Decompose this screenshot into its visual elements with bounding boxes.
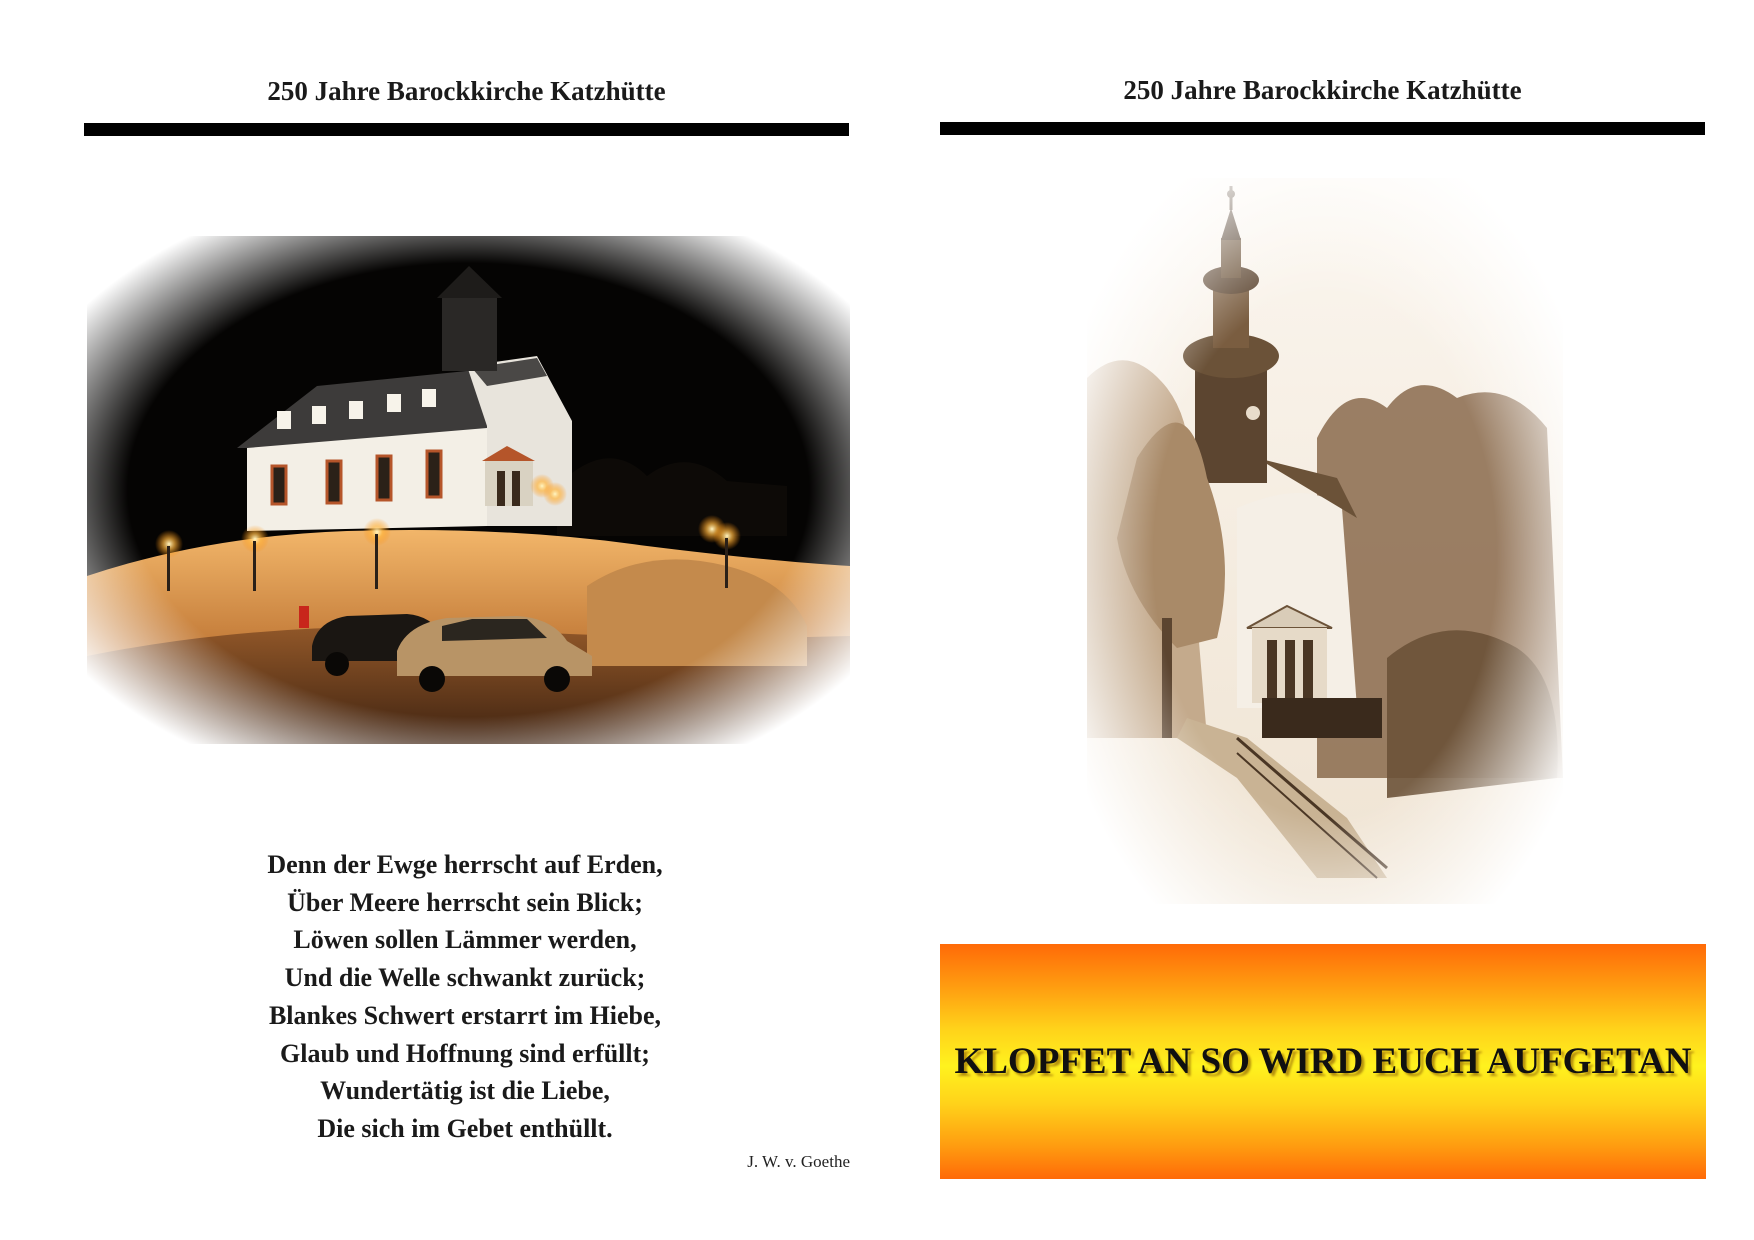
poem-line: Löwen sollen Lämmer werden, — [293, 925, 637, 955]
poem-line: Die sich im Gebet enthüllt. — [317, 1113, 613, 1143]
poem-attribution: J. W. v. Goethe — [747, 1152, 850, 1171]
page-header-title: 250 Jahre Barockkirche Katzhütte — [267, 76, 666, 106]
church-night-photo — [87, 236, 850, 744]
page-header-title: 250 Jahre Barockkirche Katzhütte — [1123, 75, 1522, 105]
poem-line: Glaub und Hoffnung sind erfüllt; — [280, 1038, 650, 1068]
poem-line: Denn der Ewge herrscht auf Erden, — [267, 850, 663, 879]
right-page — [877, 0, 1754, 1240]
poem-line: Über Meere herrscht sein Blick; — [287, 887, 643, 917]
poem-line: Blankes Schwert erstarrt im Hiebe, — [268, 1000, 662, 1030]
scripture-banner — [940, 944, 1706, 1179]
church-sepia-photo — [1087, 178, 1563, 904]
poem-line: Und die Welle schwankt zurück; — [284, 963, 646, 993]
header-rule — [940, 122, 1705, 135]
header-rule — [84, 123, 849, 136]
poem-line: Wundertätig ist die Liebe, — [320, 1076, 610, 1106]
poem — [150, 846, 780, 1148]
banner-text: KLOPFET AN SO WIRD EUCH AUFGETAN — [954, 1041, 1692, 1082]
